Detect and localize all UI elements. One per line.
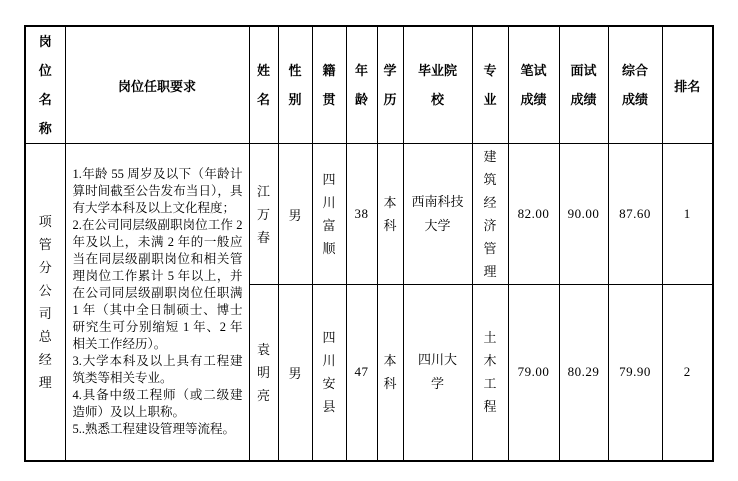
candidate-major: 土木工程 <box>483 330 497 415</box>
header-name-label: 姓名 <box>256 63 270 107</box>
header-gender <box>278 26 312 144</box>
cell-rank <box>662 144 713 285</box>
candidate-school: 西南科技大学 <box>411 194 464 233</box>
header-major-label: 专业 <box>483 63 497 107</box>
header-native-place-label: 籍贯 <box>322 63 336 107</box>
header-rank-label: 排名 <box>674 78 701 94</box>
cell-requirements <box>65 144 249 461</box>
requirement-item-2: 2.在公司同层级副职岗位工作 2 年及以上，未满 2 年的一般应当在同层级副职岗位和相关管理岗位工作累计 5 年以上，并在公司同层级副职岗位任职满 1 年（其中全日制硕士、博士研究生可分别缩短 1 年、2 年相关工作经历）。 <box>72 217 243 351</box>
candidate-education: 本科 <box>383 195 397 233</box>
candidate-native-place: 四川安县 <box>322 330 336 415</box>
candidate-gender: 男 <box>288 207 302 223</box>
cell-interview-score <box>559 285 608 461</box>
cell-major <box>472 285 508 461</box>
candidate-overall-score: 87.60 <box>619 206 651 221</box>
cell-overall-score <box>608 285 662 461</box>
header-rank <box>662 26 713 144</box>
header-written-score <box>508 26 559 144</box>
cell-name <box>249 144 278 285</box>
candidate-major: 建筑经济管理 <box>483 149 497 279</box>
requirement-item-1: 1.年龄 55 周岁及以下（年龄计算时间截至公告发布当日），具有大学本科及以上文化程度； <box>72 166 243 215</box>
candidate-score-table <box>24 25 714 462</box>
requirement-item-4: 4.具备中级工程师（或二级建造师）及以上职称。 <box>72 387 243 419</box>
candidate-age: 38 <box>354 206 369 221</box>
header-requirements-label: 岗位任职要求 <box>117 78 196 94</box>
header-age <box>346 26 377 144</box>
candidate-interview-score: 80.29 <box>567 364 600 380</box>
header-age-label: 年龄 <box>354 63 368 107</box>
cell-age <box>346 285 377 461</box>
candidate-gender: 男 <box>288 365 302 381</box>
cell-native-place <box>312 144 346 285</box>
cell-education <box>377 144 403 285</box>
cell-gender <box>278 285 312 461</box>
header-position-name-label: 岗位名称 <box>38 34 52 136</box>
candidate-name: 江万春 <box>256 183 270 245</box>
cell-major <box>472 144 508 285</box>
cell-education <box>377 285 403 461</box>
header-written-score-label: 笔试成绩 <box>520 63 547 107</box>
header-position-name <box>25 26 65 144</box>
header-gender-label: 性别 <box>288 63 302 107</box>
header-school <box>403 26 472 144</box>
header-major <box>472 26 508 144</box>
candidate-rank: 1 <box>683 206 691 221</box>
cell-written-score <box>508 144 559 285</box>
candidate-school: 四川大学 <box>417 352 457 392</box>
requirement-item-3: 3.大学本科及以上具有工程建筑类等相关专业。 <box>72 353 243 385</box>
header-row <box>25 26 713 144</box>
cell-rank <box>662 285 713 461</box>
candidate-native-place: 四川富顺 <box>322 172 336 256</box>
candidate-interview-score: 90.00 <box>567 206 600 221</box>
position-name-text: 项管分公司总经理 <box>38 213 52 390</box>
header-native-place <box>312 26 346 144</box>
header-education-label: 学历 <box>383 63 397 107</box>
cell-name <box>249 285 278 461</box>
header-education <box>377 26 403 144</box>
candidate-row-1 <box>25 144 713 285</box>
cell-native-place <box>312 285 346 461</box>
cell-school <box>403 144 472 285</box>
header-school-label: 毕业院校 <box>417 63 457 107</box>
cell-written-score <box>508 285 559 461</box>
requirement-item-5: 5..熟悉工程建设管理等流程。 <box>72 421 236 436</box>
header-interview-score <box>559 26 608 144</box>
candidate-age: 47 <box>354 364 369 380</box>
candidate-written-score: 82.00 <box>517 206 550 221</box>
cell-overall-score <box>608 144 662 285</box>
header-name <box>249 26 278 144</box>
candidate-written-score: 79.00 <box>517 364 550 380</box>
header-interview-score-label: 面试成绩 <box>570 63 597 107</box>
cell-gender <box>278 144 312 285</box>
cell-school <box>403 285 472 461</box>
header-overall-score-label: 综合成绩 <box>621 63 648 107</box>
header-overall-score <box>608 26 662 144</box>
candidate-overall-score: 79.90 <box>619 364 651 380</box>
header-requirements <box>65 26 249 144</box>
candidate-education: 本科 <box>383 353 397 392</box>
cell-interview-score <box>559 144 608 285</box>
cell-position-name <box>25 144 65 461</box>
candidate-rank: 2 <box>683 364 691 380</box>
candidate-name: 袁明亮 <box>256 341 270 403</box>
cell-age <box>346 144 377 285</box>
